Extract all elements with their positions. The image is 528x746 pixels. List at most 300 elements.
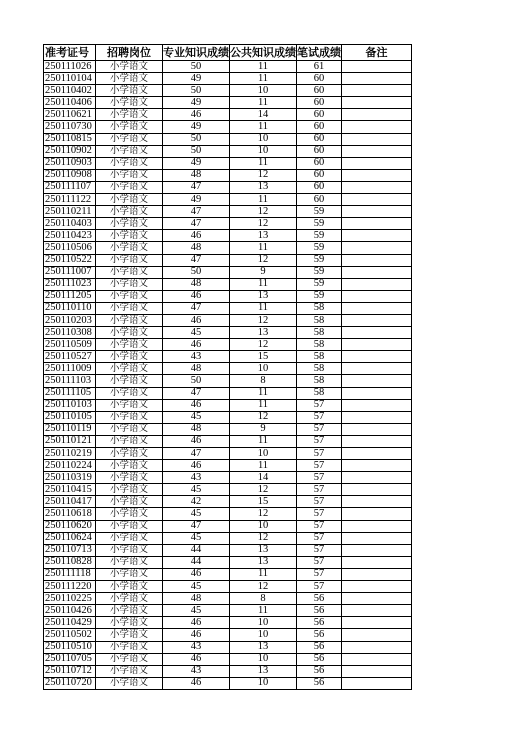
- table-row: [44, 581, 412, 593]
- remarks-cell: [342, 327, 412, 339]
- position-cell: 小学语文: [96, 230, 163, 242]
- written-score-cell: 56: [297, 641, 342, 653]
- position-cell: 小学语文: [96, 254, 163, 266]
- remarks-cell: [342, 351, 412, 363]
- professional-score-cell: 47: [163, 254, 230, 266]
- professional-score-cell: 47: [163, 302, 230, 314]
- position-cell: 小学语文: [96, 448, 163, 460]
- written-score-cell: 57: [297, 460, 342, 472]
- table-row: [44, 508, 412, 520]
- header-position: 招聘岗位: [96, 45, 163, 61]
- exam-id-cell: 250110225: [44, 593, 96, 605]
- remarks-cell: [342, 556, 412, 568]
- professional-score-cell: 46: [163, 339, 230, 351]
- public-score-cell: 11: [230, 568, 297, 580]
- professional-score-cell: 50: [163, 133, 230, 145]
- remarks-cell: [342, 605, 412, 617]
- position-cell: 小学语文: [96, 629, 163, 641]
- professional-score-cell: 46: [163, 290, 230, 302]
- exam-id-cell: 250110815: [44, 133, 96, 145]
- remarks-cell: [342, 520, 412, 532]
- table-row: [44, 677, 412, 689]
- table-row: [44, 73, 412, 85]
- written-score-cell: 56: [297, 617, 342, 629]
- exam-id-cell: 250111118: [44, 568, 96, 580]
- position-cell: 小学语文: [96, 484, 163, 496]
- remarks-cell: [342, 508, 412, 520]
- exam-id-cell: 250110426: [44, 605, 96, 617]
- professional-score-cell: 43: [163, 351, 230, 363]
- public-score-cell: 10: [230, 85, 297, 97]
- exam-id-cell: 250110211: [44, 206, 96, 218]
- remarks-cell: [342, 181, 412, 193]
- written-score-cell: 60: [297, 133, 342, 145]
- professional-score-cell: 49: [163, 73, 230, 85]
- written-score-cell: 60: [297, 169, 342, 181]
- written-score-cell: 58: [297, 339, 342, 351]
- position-cell: 小学语文: [96, 411, 163, 423]
- position-cell: 小学语文: [96, 375, 163, 387]
- written-score-cell: 59: [297, 206, 342, 218]
- score-table: [43, 44, 412, 690]
- public-score-cell: 10: [230, 448, 297, 460]
- exam-id-cell: 250110402: [44, 85, 96, 97]
- professional-score-cell: 49: [163, 121, 230, 133]
- written-score-cell: 60: [297, 157, 342, 169]
- written-score-cell: 59: [297, 218, 342, 230]
- position-cell: 小学语文: [96, 581, 163, 593]
- position-cell: 小学语文: [96, 290, 163, 302]
- table-row: [44, 109, 412, 121]
- position-cell: 小学语文: [96, 339, 163, 351]
- professional-score-cell: 49: [163, 194, 230, 206]
- written-score-cell: 57: [297, 556, 342, 568]
- professional-score-cell: 49: [163, 97, 230, 109]
- professional-score-cell: 50: [163, 145, 230, 157]
- professional-score-cell: 46: [163, 230, 230, 242]
- public-score-cell: 10: [230, 133, 297, 145]
- public-score-cell: 15: [230, 496, 297, 508]
- position-cell: 小学语文: [96, 121, 163, 133]
- public-score-cell: 11: [230, 73, 297, 85]
- remarks-cell: [342, 387, 412, 399]
- exam-id-cell: 250110506: [44, 242, 96, 254]
- position-cell: 小学语文: [96, 218, 163, 230]
- table-row: [44, 593, 412, 605]
- position-cell: 小学语文: [96, 617, 163, 629]
- public-score-cell: 12: [230, 411, 297, 423]
- table-row: [44, 448, 412, 460]
- exam-id-cell: 250110203: [44, 314, 96, 326]
- position-cell: 小学语文: [96, 556, 163, 568]
- professional-score-cell: 46: [163, 109, 230, 121]
- remarks-cell: [342, 61, 412, 73]
- professional-score-cell: 47: [163, 206, 230, 218]
- header-professional-score: 专业知识成绩: [163, 45, 229, 59]
- written-score-cell: 60: [297, 97, 342, 109]
- professional-score-cell: 44: [163, 544, 230, 556]
- table-row: [44, 472, 412, 484]
- table-row: [44, 314, 412, 326]
- exam-id-cell: 250111105: [44, 387, 96, 399]
- position-cell: 小学语文: [96, 278, 163, 290]
- position-cell: 小学语文: [96, 351, 163, 363]
- exam-id-cell: 250111205: [44, 290, 96, 302]
- public-score-cell: 10: [230, 677, 297, 689]
- written-score-cell: 56: [297, 593, 342, 605]
- remarks-cell: [342, 399, 412, 411]
- professional-score-cell: 50: [163, 375, 230, 387]
- exam-id-cell: 250110908: [44, 169, 96, 181]
- remarks-cell: [342, 85, 412, 97]
- header-row: [44, 45, 412, 61]
- professional-score-cell: 49: [163, 157, 230, 169]
- position-cell: 小学语文: [96, 496, 163, 508]
- remarks-cell: [342, 593, 412, 605]
- written-score-cell: 60: [297, 85, 342, 97]
- position-cell: 小学语文: [96, 314, 163, 326]
- table-row: [44, 230, 412, 242]
- position-cell: 小学语文: [96, 73, 163, 85]
- public-score-cell: 10: [230, 617, 297, 629]
- professional-score-cell: 46: [163, 677, 230, 689]
- position-cell: 小学语文: [96, 97, 163, 109]
- professional-score-cell: 46: [163, 435, 230, 447]
- position-cell: 小学语文: [96, 169, 163, 181]
- professional-score-cell: 48: [163, 169, 230, 181]
- written-score-cell: 58: [297, 363, 342, 375]
- public-score-cell: 13: [230, 290, 297, 302]
- professional-score-cell: 45: [163, 605, 230, 617]
- public-score-cell: 13: [230, 544, 297, 556]
- remarks-cell: [342, 157, 412, 169]
- table-row: [44, 61, 412, 73]
- professional-score-cell: 45: [163, 508, 230, 520]
- professional-score-cell: 43: [163, 641, 230, 653]
- written-score-cell: 58: [297, 314, 342, 326]
- exam-id-cell: 250110720: [44, 677, 96, 689]
- professional-score-cell: 50: [163, 266, 230, 278]
- exam-id-cell: 250110621: [44, 109, 96, 121]
- professional-score-cell: 45: [163, 581, 230, 593]
- table-row: [44, 435, 412, 447]
- position-cell: 小学语文: [96, 544, 163, 556]
- public-score-cell: 11: [230, 157, 297, 169]
- exam-id-cell: 250110224: [44, 460, 96, 472]
- header-public-score: 公共知识成绩: [230, 45, 296, 59]
- written-score-cell: 57: [297, 472, 342, 484]
- professional-score-cell: 46: [163, 399, 230, 411]
- position-cell: 小学语文: [96, 653, 163, 665]
- exam-id-cell: 250110417: [44, 496, 96, 508]
- public-score-cell: 14: [230, 109, 297, 121]
- exam-id-cell: 250110522: [44, 254, 96, 266]
- position-cell: 小学语文: [96, 327, 163, 339]
- position-cell: 小学语文: [96, 568, 163, 580]
- position-cell: 小学语文: [96, 387, 163, 399]
- position-cell: 小学语文: [96, 266, 163, 278]
- position-cell: 小学语文: [96, 677, 163, 689]
- written-score-cell: 61: [297, 61, 342, 73]
- professional-score-cell: 43: [163, 665, 230, 677]
- professional-score-cell: 43: [163, 472, 230, 484]
- public-score-cell: 11: [230, 194, 297, 206]
- public-score-cell: 12: [230, 206, 297, 218]
- public-score-cell: 11: [230, 278, 297, 290]
- remarks-cell: [342, 121, 412, 133]
- written-score-cell: 57: [297, 484, 342, 496]
- remarks-cell: [342, 484, 412, 496]
- written-score-cell: 58: [297, 351, 342, 363]
- professional-score-cell: 46: [163, 629, 230, 641]
- professional-score-cell: 50: [163, 61, 230, 73]
- public-score-cell: 12: [230, 254, 297, 266]
- exam-id-cell: 250111122: [44, 194, 96, 206]
- table-row: [44, 206, 412, 218]
- exam-id-cell: 250110527: [44, 351, 96, 363]
- public-score-cell: 11: [230, 460, 297, 472]
- exam-id-cell: 250110618: [44, 508, 96, 520]
- written-score-cell: 58: [297, 327, 342, 339]
- professional-score-cell: 47: [163, 387, 230, 399]
- position-cell: 小学语文: [96, 302, 163, 314]
- exam-id-cell: 250110902: [44, 145, 96, 157]
- professional-score-cell: 46: [163, 568, 230, 580]
- remarks-cell: [342, 448, 412, 460]
- public-score-cell: 11: [230, 242, 297, 254]
- professional-score-cell: 44: [163, 556, 230, 568]
- table-row: [44, 544, 412, 556]
- written-score-cell: 56: [297, 677, 342, 689]
- position-cell: 小学语文: [96, 520, 163, 532]
- exam-id-cell: 250110502: [44, 629, 96, 641]
- header-exam-id: 准考证号: [44, 45, 96, 61]
- public-score-cell: 11: [230, 302, 297, 314]
- remarks-cell: [342, 254, 412, 266]
- professional-score-cell: 45: [163, 411, 230, 423]
- public-score-cell: 11: [230, 97, 297, 109]
- remarks-cell: [342, 363, 412, 375]
- table-row: [44, 556, 412, 568]
- remarks-cell: [342, 218, 412, 230]
- public-score-cell: 12: [230, 581, 297, 593]
- remarks-cell: [342, 194, 412, 206]
- remarks-cell: [342, 266, 412, 278]
- professional-score-cell: 47: [163, 520, 230, 532]
- public-score-cell: 11: [230, 387, 297, 399]
- table-row: [44, 339, 412, 351]
- table-row: [44, 157, 412, 169]
- position-cell: 小学语文: [96, 133, 163, 145]
- remarks-cell: [342, 460, 412, 472]
- public-score-cell: 11: [230, 605, 297, 617]
- public-score-cell: 10: [230, 629, 297, 641]
- written-score-cell: 57: [297, 532, 342, 544]
- position-cell: 小学语文: [96, 665, 163, 677]
- table-row: [44, 520, 412, 532]
- table-row: [44, 641, 412, 653]
- exam-id-cell: 250110510: [44, 641, 96, 653]
- written-score-cell: 60: [297, 109, 342, 121]
- public-score-cell: 12: [230, 532, 297, 544]
- exam-id-cell: 250110903: [44, 157, 96, 169]
- professional-score-cell: 48: [163, 363, 230, 375]
- written-score-cell: 57: [297, 581, 342, 593]
- remarks-cell: [342, 617, 412, 629]
- public-score-cell: 12: [230, 508, 297, 520]
- public-score-cell: 13: [230, 327, 297, 339]
- remarks-cell: [342, 472, 412, 484]
- position-cell: 小学语文: [96, 605, 163, 617]
- position-cell: 小学语文: [96, 472, 163, 484]
- table-row: [44, 194, 412, 206]
- header-written-score: 笔试成绩: [297, 45, 341, 59]
- table-row: [44, 327, 412, 339]
- table-row: [44, 605, 412, 617]
- public-score-cell: 13: [230, 556, 297, 568]
- public-score-cell: 12: [230, 484, 297, 496]
- public-score-cell: 9: [230, 266, 297, 278]
- table-row: [44, 169, 412, 181]
- written-score-cell: 57: [297, 544, 342, 556]
- table-row: [44, 278, 412, 290]
- table-row: [44, 411, 412, 423]
- remarks-cell: [342, 641, 412, 653]
- public-score-cell: 11: [230, 399, 297, 411]
- public-score-cell: 14: [230, 472, 297, 484]
- table-row: [44, 266, 412, 278]
- exam-id-cell: 250110110: [44, 302, 96, 314]
- public-score-cell: 13: [230, 665, 297, 677]
- table-row: [44, 133, 412, 145]
- written-score-cell: 59: [297, 266, 342, 278]
- exam-id-cell: 250110624: [44, 532, 96, 544]
- exam-id-cell: 250111026: [44, 61, 96, 73]
- table-row: [44, 218, 412, 230]
- table-row: [44, 617, 412, 629]
- written-score-cell: 60: [297, 73, 342, 85]
- position-cell: 小学语文: [96, 206, 163, 218]
- table-row: [44, 97, 412, 109]
- professional-score-cell: 48: [163, 593, 230, 605]
- position-cell: 小学语文: [96, 593, 163, 605]
- exam-id-cell: 250110415: [44, 484, 96, 496]
- written-score-cell: 57: [297, 448, 342, 460]
- professional-score-cell: 47: [163, 218, 230, 230]
- professional-score-cell: 46: [163, 314, 230, 326]
- written-score-cell: 57: [297, 435, 342, 447]
- exam-id-cell: 250110730: [44, 121, 96, 133]
- exam-id-cell: 250110509: [44, 339, 96, 351]
- exam-id-cell: 250110119: [44, 423, 96, 435]
- table-row: [44, 290, 412, 302]
- public-score-cell: 13: [230, 641, 297, 653]
- exam-id-cell: 250110712: [44, 665, 96, 677]
- exam-id-cell: 250110828: [44, 556, 96, 568]
- table-row: [44, 85, 412, 97]
- remarks-cell: [342, 302, 412, 314]
- public-score-cell: 10: [230, 363, 297, 375]
- remarks-cell: [342, 290, 412, 302]
- public-score-cell: 11: [230, 61, 297, 73]
- exam-id-cell: 250110620: [44, 520, 96, 532]
- header-remarks: 备注: [342, 45, 412, 61]
- written-score-cell: 59: [297, 290, 342, 302]
- public-score-cell: 15: [230, 351, 297, 363]
- written-score-cell: 56: [297, 605, 342, 617]
- table-body: [44, 61, 412, 690]
- remarks-cell: [342, 665, 412, 677]
- table-row: [44, 399, 412, 411]
- remarks-cell: [342, 206, 412, 218]
- professional-score-cell: 45: [163, 532, 230, 544]
- remarks-cell: [342, 435, 412, 447]
- remarks-cell: [342, 145, 412, 157]
- table-row: [44, 532, 412, 544]
- remarks-cell: [342, 169, 412, 181]
- professional-score-cell: 45: [163, 484, 230, 496]
- written-score-cell: 57: [297, 508, 342, 520]
- exam-id-cell: 250111103: [44, 375, 96, 387]
- position-cell: 小学语文: [96, 61, 163, 73]
- remarks-cell: [342, 133, 412, 145]
- written-score-cell: 60: [297, 194, 342, 206]
- table-row: [44, 423, 412, 435]
- exam-id-cell: 250110319: [44, 472, 96, 484]
- table-row: [44, 460, 412, 472]
- exam-id-cell: 250110308: [44, 327, 96, 339]
- written-score-cell: 57: [297, 568, 342, 580]
- position-cell: 小学语文: [96, 460, 163, 472]
- exam-id-cell: 250110403: [44, 218, 96, 230]
- written-score-cell: 59: [297, 278, 342, 290]
- position-cell: 小学语文: [96, 641, 163, 653]
- position-cell: 小学语文: [96, 85, 163, 97]
- position-cell: 小学语文: [96, 532, 163, 544]
- written-score-cell: 57: [297, 496, 342, 508]
- remarks-cell: [342, 568, 412, 580]
- professional-score-cell: 47: [163, 181, 230, 193]
- table-row: [44, 496, 412, 508]
- written-score-cell: 56: [297, 665, 342, 677]
- professional-score-cell: 45: [163, 327, 230, 339]
- remarks-cell: [342, 423, 412, 435]
- written-score-cell: 59: [297, 254, 342, 266]
- table-row: [44, 484, 412, 496]
- public-score-cell: 13: [230, 181, 297, 193]
- remarks-cell: [342, 677, 412, 689]
- exam-id-cell: 250110104: [44, 73, 96, 85]
- exam-id-cell: 250111107: [44, 181, 96, 193]
- written-score-cell: 58: [297, 387, 342, 399]
- remarks-cell: [342, 496, 412, 508]
- table-row: [44, 629, 412, 641]
- exam-id-cell: 250111009: [44, 363, 96, 375]
- remarks-cell: [342, 278, 412, 290]
- position-cell: 小学语文: [96, 181, 163, 193]
- exam-id-cell: 250110219: [44, 448, 96, 460]
- written-score-cell: 57: [297, 520, 342, 532]
- public-score-cell: 12: [230, 314, 297, 326]
- written-score-cell: 59: [297, 242, 342, 254]
- exam-id-cell: 250110705: [44, 653, 96, 665]
- remarks-cell: [342, 339, 412, 351]
- written-score-cell: 60: [297, 181, 342, 193]
- professional-score-cell: 48: [163, 278, 230, 290]
- exam-id-cell: 250110105: [44, 411, 96, 423]
- table-row: [44, 387, 412, 399]
- table-row: [44, 568, 412, 580]
